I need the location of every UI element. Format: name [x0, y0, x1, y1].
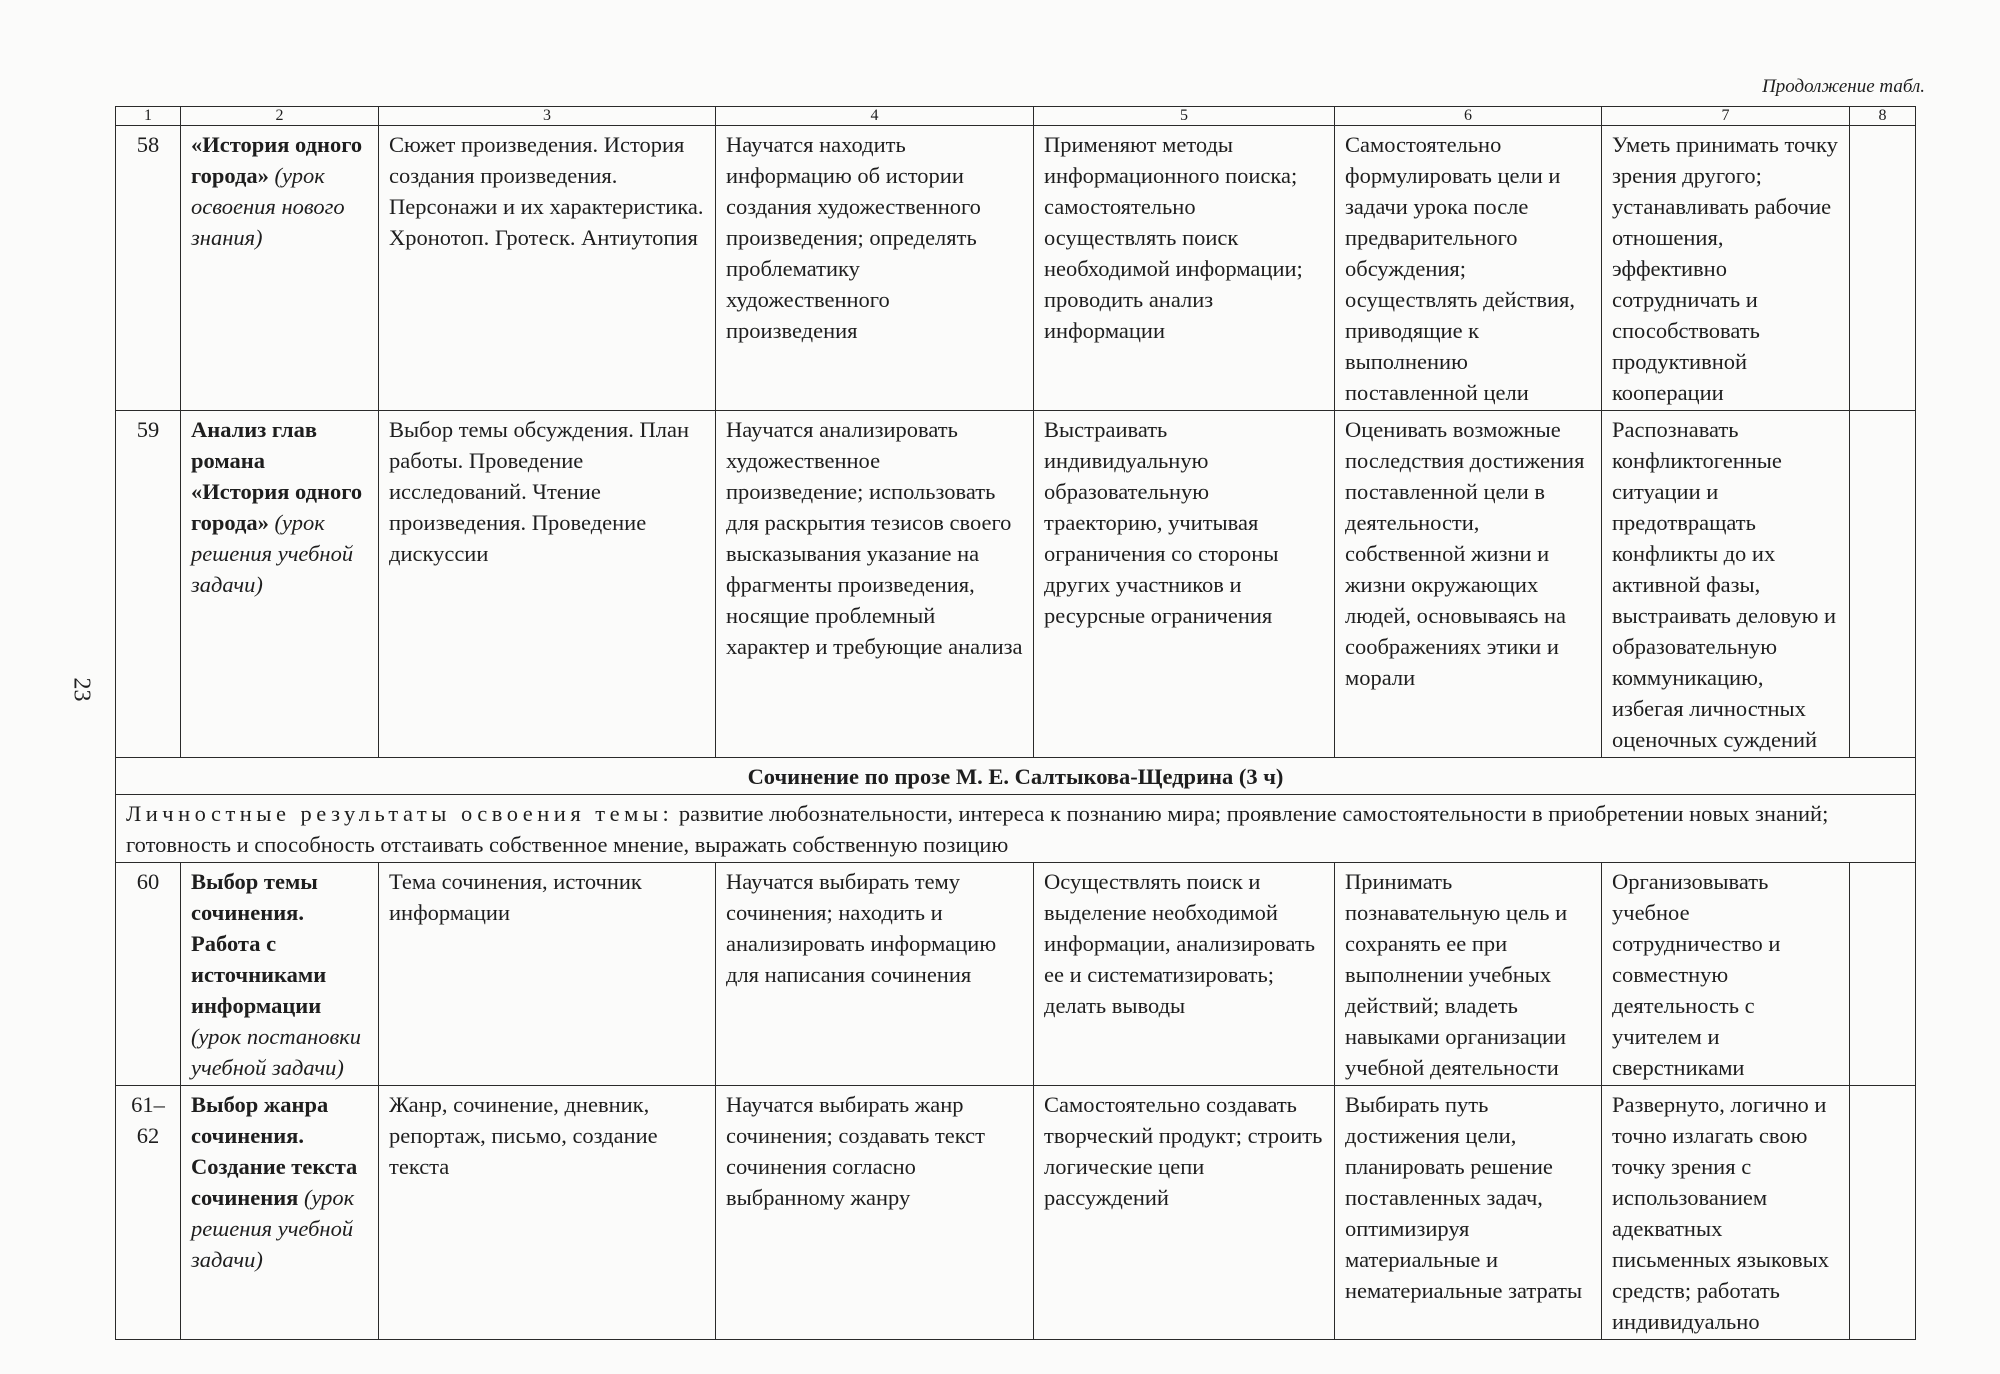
lesson-topic: «История одного города» — [191, 132, 363, 188]
lesson-topic-cell — [181, 863, 379, 1086]
cognitive-actions: Выстраивать индивидуальную образовательную траекторию, учитывая ограничения со стороны других участников и ресурсные ограничения — [1034, 411, 1335, 758]
communicative-actions: Развернуто, логично и точно излагать свою точку зрения с использованием адекватных письменных языковых средств; работать индивидуально — [1602, 1086, 1850, 1340]
communicative-actions: Уметь принимать точку зрения другого; устанавливать рабочие отношения, эффективно сотрудничать и способствовать продуктивной кооперации — [1602, 126, 1850, 411]
table-row — [116, 863, 1916, 1086]
column-number: 6 — [1335, 107, 1602, 126]
page-number: 23 — [68, 677, 95, 702]
lesson-topic: Анализ глав романа «История одного города» — [191, 417, 363, 535]
section-title: Сочинение по прозе М. Е. Салтыкова-Щедрина (3 ч) — [116, 758, 1916, 795]
subject-results: Научатся выбирать тему сочинения; находить и анализировать информацию для написания сочинения — [716, 863, 1034, 1086]
notes-cell — [1850, 126, 1916, 411]
regulatory-actions: Выбирать путь достижения цели, планировать решение поставленных задач, оптимизируя материальные и нематериальные затраты — [1335, 1086, 1602, 1340]
column-number: 1 — [116, 107, 181, 126]
lesson-type: (урок освоения нового знания) — [191, 163, 345, 250]
continuation-caption: Продолжение табл. — [1762, 76, 1925, 97]
column-number: 4 — [716, 107, 1034, 126]
lesson-topic-cell — [181, 1086, 379, 1340]
column-number: 2 — [181, 107, 379, 126]
communicative-actions: Распознавать конфликтогенные ситуации и предотвращать конфликты до их активной фазы, выстраивать деловую и образовательную коммуникацию, избегая личностных оценочных суждений — [1602, 411, 1850, 758]
lesson-number: 60 — [116, 863, 181, 1086]
regulatory-actions: Самостоятельно формулировать цели и задачи урока после предварительного обсуждения; осуществлять действия, приводящие к выполнению поставленной цели — [1335, 126, 1602, 411]
regulatory-actions: Оценивать возможные последствия достижения поставленной цели в деятельности, собственной жизни и жизни окружающих людей, основываясь на соображениях этики и морали — [1335, 411, 1602, 758]
subject-results: Научатся находить информацию об истории создания художественного произведения; определять проблематику художественного произведения — [716, 126, 1034, 411]
lesson-type: (урок решения учебной задачи) — [191, 510, 354, 597]
lesson-content: Сюжет произведения. История создания произведения. Персонажи и их характеристика. Хронотоп. Гротеск. Антиутопия — [379, 126, 716, 411]
table-row — [116, 1086, 1916, 1340]
personal-results-row — [116, 795, 1916, 863]
column-number-header — [116, 107, 1916, 126]
notes-cell — [1850, 1086, 1916, 1340]
subject-results: Научатся выбирать жанр сочинения; создавать текст сочинения согласно выбранному жанру — [716, 1086, 1034, 1340]
section-title-row — [116, 758, 1916, 795]
notes-cell — [1850, 411, 1916, 758]
regulatory-actions: Принимать познавательную цель и сохранять ее при выполнении учебных действий; владеть навыками организации учебной деятельности — [1335, 863, 1602, 1086]
personal-results-label: Личностные результаты освоения темы: — [126, 801, 674, 826]
lesson-content: Жанр, сочинение, дневник, репортаж, письмо, создание текста — [379, 1086, 716, 1340]
lesson-number: 58 — [116, 126, 181, 411]
table-row — [116, 126, 1916, 411]
lesson-type: (урок решения учебной задачи) — [191, 1185, 355, 1272]
column-number: 5 — [1034, 107, 1335, 126]
notes-cell — [1850, 863, 1916, 1086]
communicative-actions: Организовывать учебное сотрудничество и совместную деятельность с учителем и сверстниками — [1602, 863, 1850, 1086]
lesson-topic: Выбор жанра сочинения. Создание текста сочинения — [191, 1092, 358, 1210]
lesson-content: Выбор темы обсуждения. План работы. Проведение исследований. Чтение произведения. Проведение дискуссии — [379, 411, 716, 758]
cognitive-actions: Осуществлять поиск и выделение необходимой информации, анализировать ее и систематизировать; делать выводы — [1034, 863, 1335, 1086]
lesson-number: 59 — [116, 411, 181, 758]
lesson-number: 61–62 — [116, 1086, 181, 1340]
cognitive-actions: Самостоятельно создавать творческий продукт; строить логические цепи рассуждений — [1034, 1086, 1335, 1340]
lesson-type: (урок постановки учебной задачи) — [191, 1024, 362, 1080]
cognitive-actions: Применяют методы информационного поиска; самостоятельно осуществлять поиск необходимой информации; проводить анализ информации — [1034, 126, 1335, 411]
column-number: 8 — [1850, 107, 1916, 126]
lesson-topic: Выбор темы сочинения. Работа с источниками информации — [191, 869, 327, 1018]
personal-results-cell — [116, 795, 1916, 863]
lesson-topic-cell — [181, 126, 379, 411]
subject-results: Научатся анализировать художественное произведение; использовать для раскрытия тезисов своего высказывания указание на фрагменты произведения, носящие проблемный характер и требующие анализа — [716, 411, 1034, 758]
personal-results-text: развитие любознательности, интереса к познанию мира; проявление самостоятельности в приобретении новых знаний; готовность и способность отстаивать собственное мнение, выражать собственную позицию — [126, 801, 1829, 857]
lesson-plan-table — [115, 106, 1916, 1340]
table-row — [116, 411, 1916, 758]
column-number: 7 — [1602, 107, 1850, 126]
lesson-content: Тема сочинения, источник информации — [379, 863, 716, 1086]
column-number: 3 — [379, 107, 716, 126]
lesson-topic-cell — [181, 411, 379, 758]
